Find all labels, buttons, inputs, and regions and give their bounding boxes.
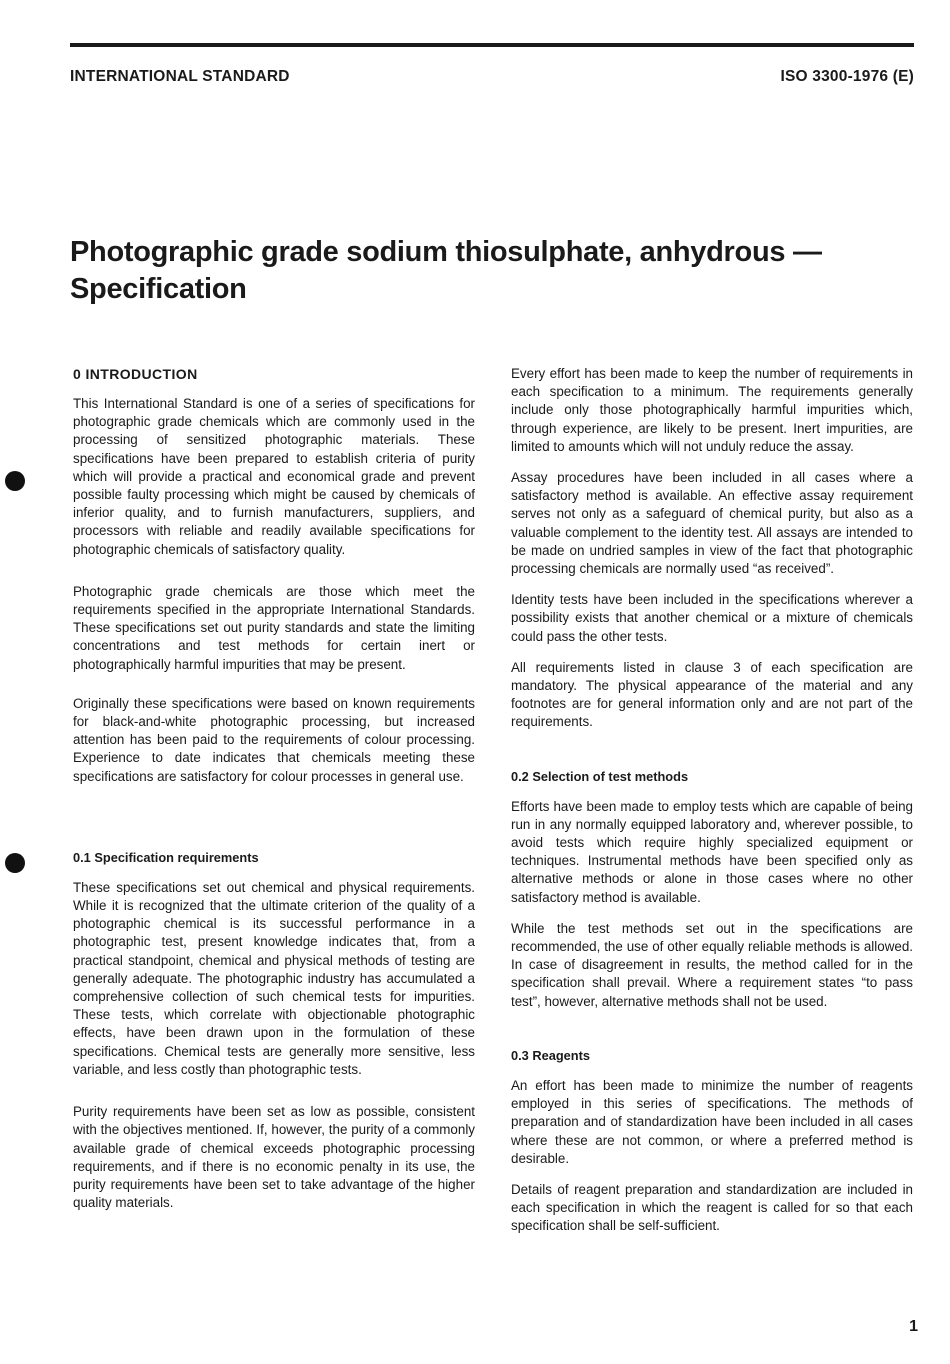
introduction-heading: 0 INTRODUCTION [73, 366, 198, 382]
document-type-label: INTERNATIONAL STANDARD [70, 68, 290, 85]
paragraph: Identity tests have been included in the specifications wherever a possibility exists that another chemical or a mixture of chemicals could pass the other tests. [511, 592, 913, 644]
paragraph: This International Standard is one of a series of specifications for photographic grade chemicals which are commonly used in the processing of sensitized photographic materials. These specifications have been prepared to establish criteria of purity which will provide a practical and economical grade and prevent possible faulty processing which might be caused by chemicals of inferior quality, and to furnish manufacturers, suppliers, and processors with reliable and readily available specifications for photographic chemicals of satisfactory quality. [73, 396, 475, 557]
paragraph: Photographic grade chemicals are those which meet the requirements specified in the appropriate International Standards. These specifications set out purity standards and state the limiting concentrations and test methods for certain inert or photographically harmful impurities that may be present. [73, 583, 475, 672]
punch-hole-mark [5, 853, 25, 873]
section-0-2-heading: 0.2 Selection of test methods [511, 768, 689, 784]
paragraph: Originally these specifications were based on known requirements for black-and-white photographic processing, but increased attention has been paid to the requirements of colour processing. Experience to date indicates that chemicals meeting these specifications are satisfactory for colour processes in general use. [73, 695, 475, 784]
paragraph: Purity requirements have been set as low as possible, consistent with the objectives mentioned. If, however, the purity of a commonly available grade of chemical exceeds photographic processing requirements, and if there is no economic penalty in its use, the purity requirements have been set to take advantage of the higher quality materials. [73, 1104, 475, 1211]
header-rule [70, 43, 914, 47]
paragraph: Assay procedures have been included in all cases where a satisfactory method is available. An effective assay requirement serves not only as a safeguard of chemical purity, but also as a valuable complement to the identity test. All assays are intended to be made on undried samples in view of the fact that photographic processing chemicals are normally used “as received”. [511, 470, 913, 577]
section-0-1-heading: 0.1 Specification requirements [73, 849, 259, 865]
left-column [73, 365, 475, 1212]
page-title [70, 234, 910, 308]
paragraph: All requirements listed in clause 3 of each specification are mandatory. The physical appearance of the material and any footnotes are for general information only and are not part of the requirements. [511, 659, 913, 730]
paragraph: Details of reagent preparation and standardization are included in each specification in which the reagent is called for so that each specification shall be self-sufficient. [511, 1181, 913, 1234]
paragraph: While the test methods set out in the specifications are recommended, the use of other equally reliable methods is allowed. In case of disagreement in results, the method called for in the specification shall prevail. Where a requirement states “to pass test”, however, alternative methods shall not be used. [511, 920, 913, 1009]
title-line-2: Specification [70, 273, 247, 305]
paragraph: These specifications set out chemical and physical requirements. While it is recognized that the ultimate criterion of the quality of a photographic chemical is its successful performance in a photographic test, present knowledge indicates that, from a practical standpoint, chemical and physical methods of testing are generally adequate. The photographic industry has accumulated a comprehensive collection of such chemical tests for impurities. These tests, which correlate with objectionable photographic effects, have been drawn upon in the formulation of these specifications. Chemical tests are generally more sensitive, less variable, and less costly than photographic tests. [73, 879, 475, 1077]
paragraph: Every effort has been made to keep the number of requirements in each specification to a minimum. The requirements generally include only those photographically harmful impurities which, through experience, are likely to be present. Inert impurities, are limited to amounts which will not unduly reduce the assay. [511, 366, 913, 454]
page-number: 1 [909, 1318, 918, 1335]
document-number: ISO 3300-1976 (E) [780, 68, 914, 85]
right-column [511, 365, 913, 1236]
section-0-3-heading: 0.3 Reagents [511, 1047, 590, 1063]
paragraph: An effort has been made to minimize the number of reagents employed in this series of specifications. The methods of preparation and of standardization have been included in all cases where these are not common, or where a preferred method is desirable. [511, 1077, 913, 1166]
punch-hole-mark [5, 471, 25, 491]
paragraph: Efforts have been made to employ tests which are capable of being run in any normally equipped laboratory and, wherever possible, to avoid tests which require highly specialized equipment or techniques. Instrumental methods have been specified only as alternative methods or alone in those cases where no other satisfactory method is available. [511, 798, 913, 905]
title-line-1: Photographic grade sodium thiosulphate, anhydrous — [70, 236, 822, 268]
